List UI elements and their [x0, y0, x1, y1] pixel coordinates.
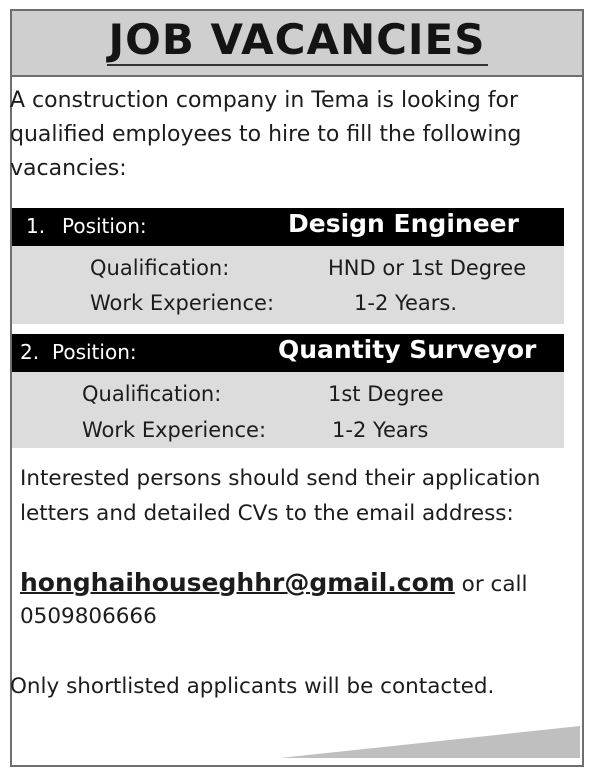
- closing-note: Only shortlisted applicants will be contacted.: [10, 674, 495, 699]
- experience-label: Work Experience:: [82, 418, 267, 442]
- email-line: [20, 568, 527, 597]
- position-label: Position:: [62, 214, 147, 238]
- page-title-text: JOB VACANCIES: [108, 15, 486, 64]
- position-title: Quantity Surveyor: [278, 335, 537, 364]
- qualification-label: Qualification:: [90, 256, 230, 280]
- page-curl-shadow: [280, 726, 580, 758]
- position-bar: [12, 208, 564, 246]
- qualification-value: 1st Degree: [328, 382, 444, 406]
- experience-value: 1-2 Years.: [354, 291, 458, 315]
- position-number: 1.: [26, 214, 46, 238]
- qualification-label: Qualification:: [82, 382, 222, 406]
- page-title: [12, 15, 582, 64]
- intro-text: A construction company in Tema is looking for qualified employees to hire to fill the following vacancies:: [10, 88, 522, 181]
- position-title: Design Engineer: [288, 209, 519, 238]
- position-bar: [12, 334, 564, 372]
- position-block-1: [12, 208, 564, 324]
- position-block-2: [12, 334, 564, 448]
- position-number: 2.: [20, 340, 40, 364]
- header: [12, 11, 582, 77]
- contact-instructions: Interested persons should send their application letters and detailed CVs to the email address:: [20, 466, 541, 526]
- experience-label: Work Experience:: [90, 291, 275, 315]
- experience-value: 1-2 Years: [332, 418, 429, 442]
- qualification-value: HND or 1st Degree: [328, 256, 527, 280]
- phone-number[interactable]: 0509806666: [20, 604, 157, 629]
- position-label: Position:: [52, 340, 137, 364]
- email-link[interactable]: honghaihouseghhr@gmail.com: [20, 568, 455, 597]
- or-call-text: or call: [461, 572, 528, 597]
